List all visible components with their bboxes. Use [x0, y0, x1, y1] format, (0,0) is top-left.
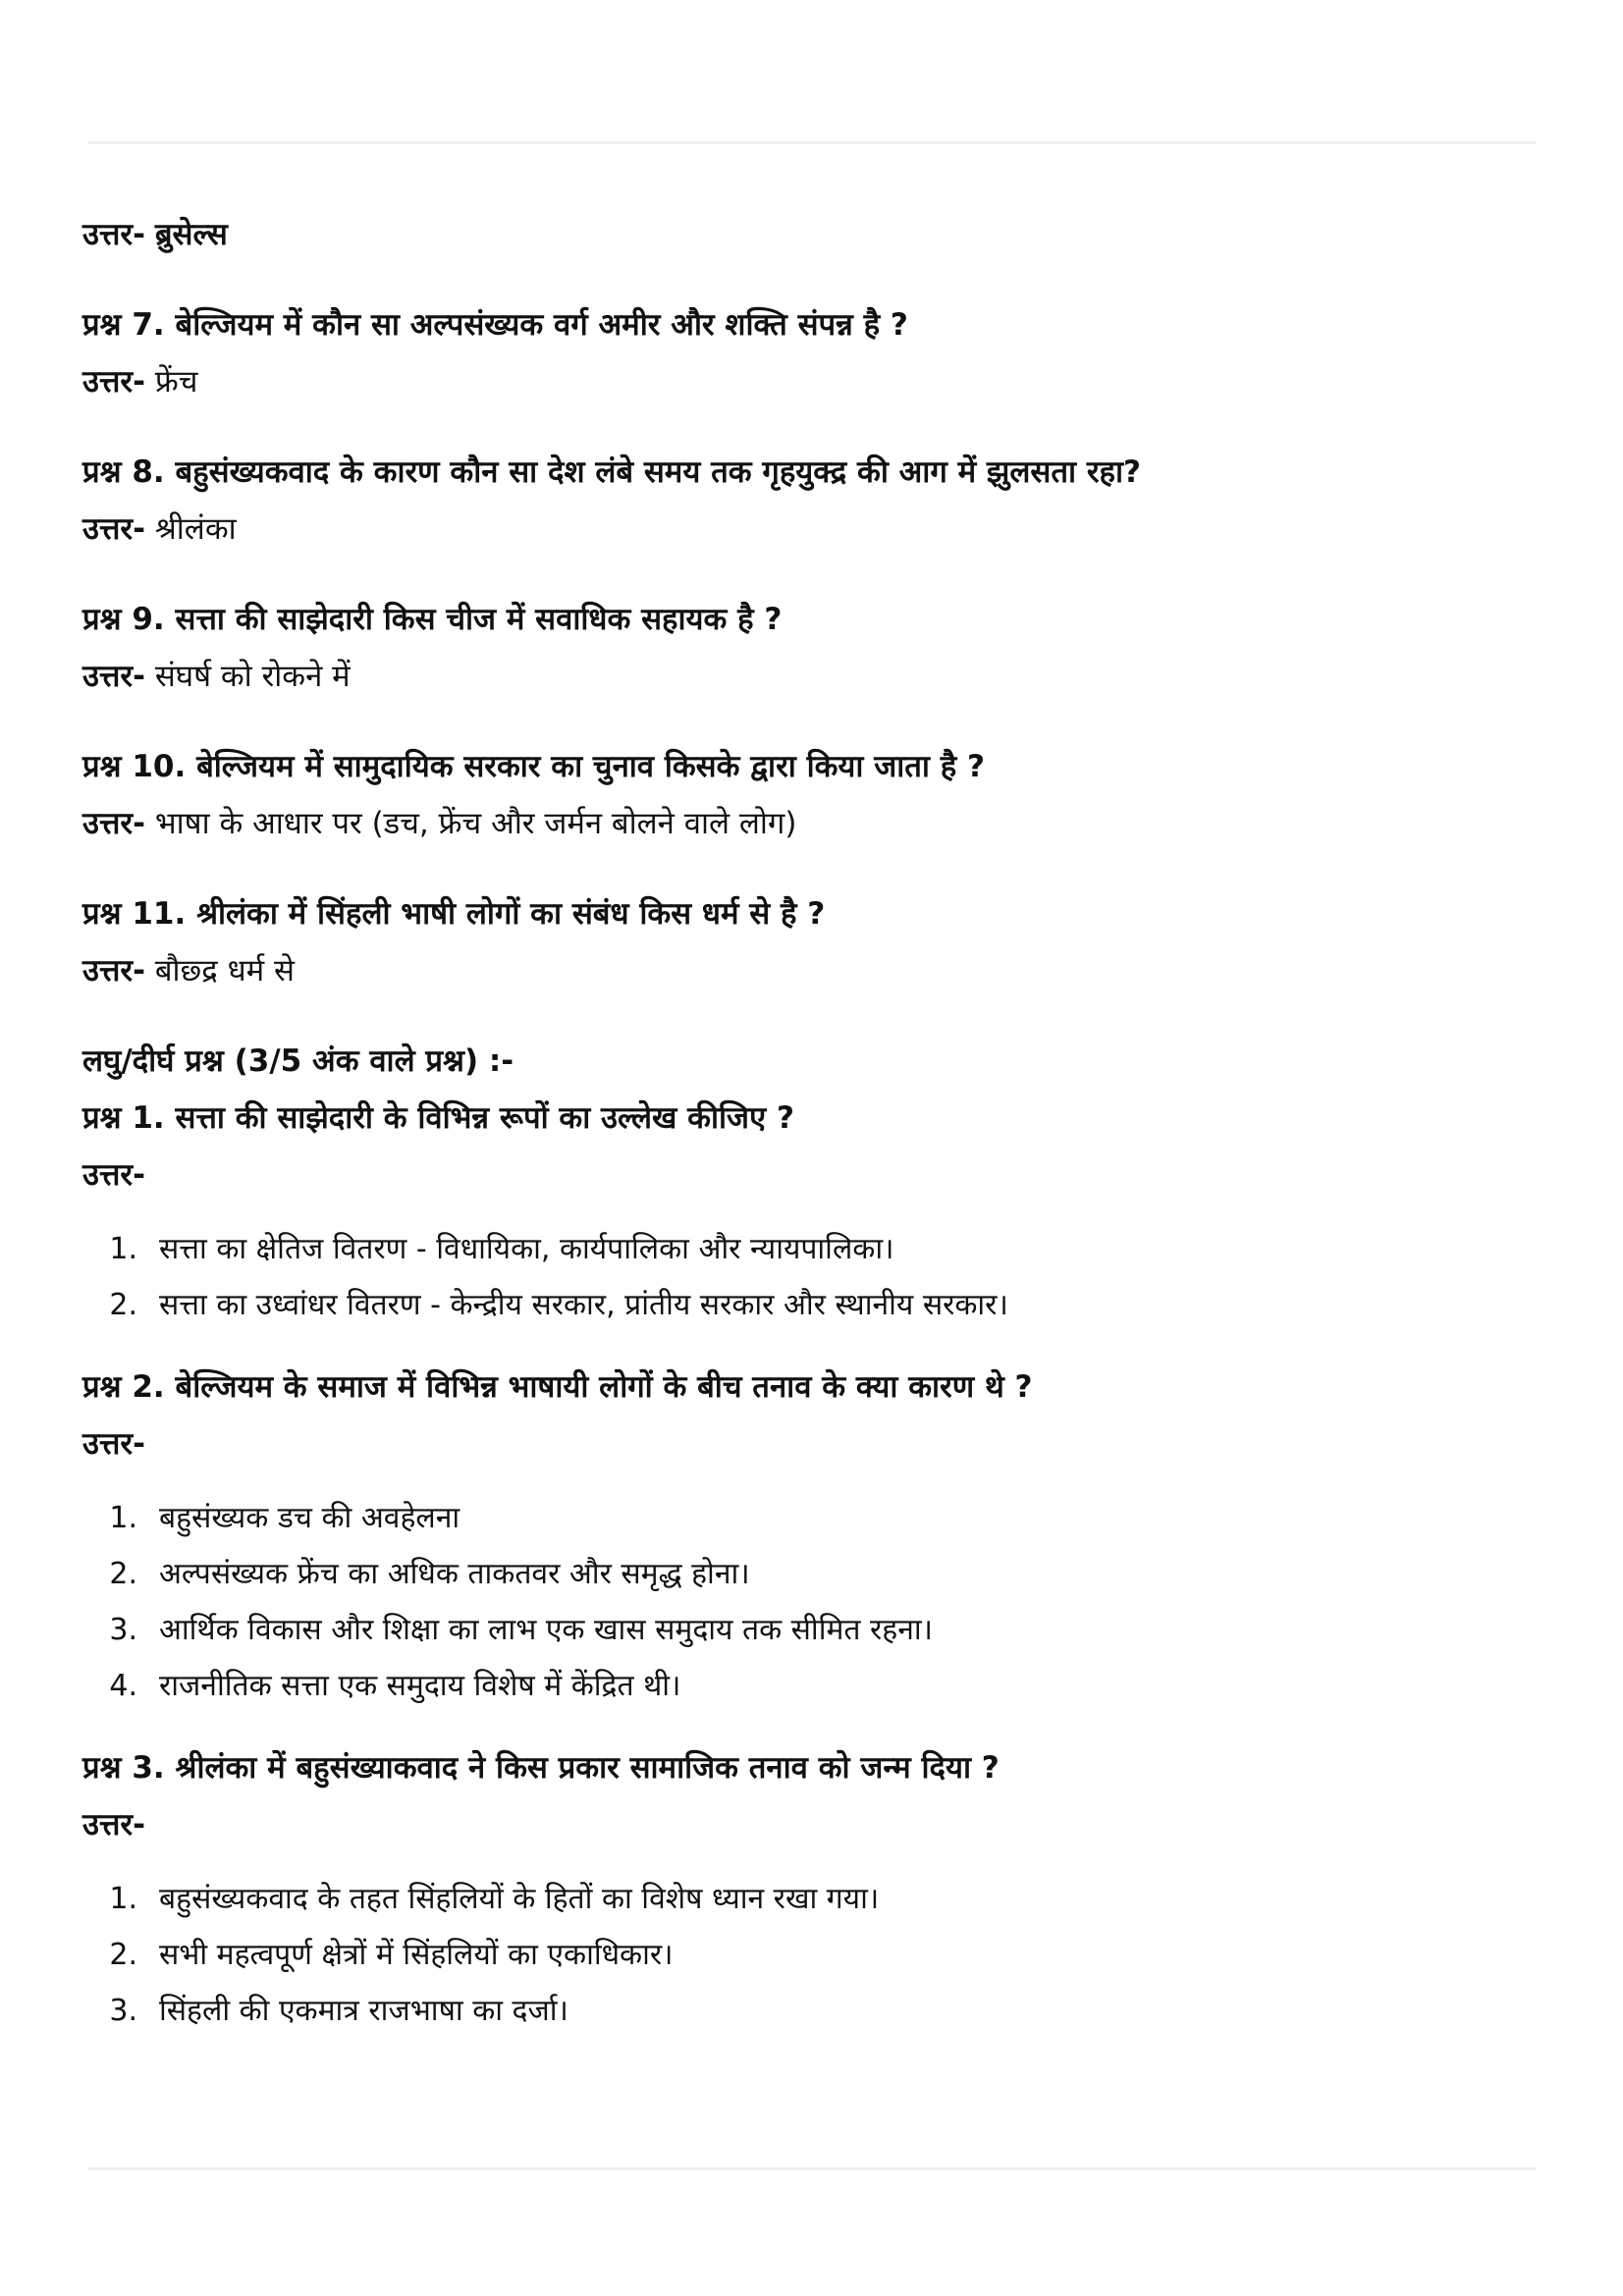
- question-line: [82, 296, 1536, 353]
- answer-line: [82, 353, 1536, 410]
- answer-text: बौछ्द्र धर्म से: [154, 953, 296, 988]
- question-line: [82, 591, 1536, 648]
- long-question-block-2: [82, 1359, 1536, 1714]
- question-label: प्रश्न 10.: [82, 749, 187, 784]
- list-item: 1. बहुसंख्यकवाद के तहत सिंहलियों के हितों का विशेष ध्यान रखा गया।: [82, 1871, 1536, 1927]
- answer-label: उत्तर-: [82, 1426, 145, 1462]
- previous-answer: [82, 206, 1536, 263]
- question-label: प्रश्न 8.: [82, 454, 165, 490]
- answer-text: भाषा के आधार पर (डच, फ्रेंच और जर्मन बोलने वाले लोग): [154, 806, 797, 841]
- question-label: प्रश्न 3.: [82, 1750, 165, 1786]
- document-body: [82, 206, 1536, 2064]
- question-block-11: [82, 885, 1536, 999]
- list-item-text: राजनीतिक सत्ता एक समुदाय विशेष में केंद्रित थी।: [159, 1669, 681, 1703]
- question-text: बेल्जियम में कौन सा अल्पसंख्यक वर्ग अमीर और शक्ति संपन्न है ?: [175, 307, 908, 343]
- question-block-10: [82, 738, 1536, 852]
- list-item: 4. राजनीतिक सत्ता एक समुदाय विशेष में केंद्रित थी।: [82, 1658, 1536, 1714]
- question-label: प्रश्न 2.: [82, 1369, 165, 1405]
- list-item: 1. सत्ता का क्षेतिज वितरण - विधायिका, कार्यपालिका और न्यायपालिका।: [82, 1221, 1536, 1277]
- long-question-block-1: [82, 1090, 1536, 1333]
- question-text: सत्ता की साझेदारी किस चीज में सवाधिक सहायक है ?: [175, 602, 783, 637]
- question-text: बहुसंख्यकवाद के कारण कौन सा देश लंबे समय तक गृहयुक्द्र की आग में झुलसता रहा?: [175, 454, 1141, 490]
- question-text: श्रीलंका में सिंहली भाषी लोगों का संबंध किस धर्म से है ?: [196, 896, 826, 932]
- question-line: [82, 738, 1536, 795]
- bottom-divider: [88, 2167, 1537, 2170]
- question-line: [82, 444, 1536, 501]
- answer-label: उत्तर-: [82, 1807, 145, 1842]
- list-item-text: सत्ता का क्षेतिज वितरण - विधायिका, कार्यपालिका और न्यायपालिका।: [159, 1232, 894, 1266]
- list-item: 2. सभी महत्वपूर्ण क्षेत्रों में सिंहलियों का एकाधिकार।: [82, 1927, 1536, 1983]
- long-question-block-3: [82, 1739, 1536, 2039]
- list-item: 3. सिंहली की एकमात्र राजभाषा का दर्जा।: [82, 1983, 1536, 2039]
- answer-points: [82, 1221, 1536, 1333]
- question-text: श्रीलंका में बहुसंख्याकवाद ने किस प्रकार सामाजिक तनाव को जन्म दिया ?: [175, 1750, 1000, 1786]
- answer-text: श्रीलंका: [154, 511, 237, 547]
- question-line: [82, 1739, 1536, 1796]
- question-label: प्रश्न 1.: [82, 1100, 165, 1136]
- answer-label: उत्तर-: [82, 511, 145, 547]
- list-item: 2. अल्पसंख्यक फ्रेंच का अधिक ताकतवर और समृद्ध होना।: [82, 1546, 1536, 1602]
- list-item: 1. बहुसंख्यक डच की अवहेलना: [82, 1490, 1536, 1546]
- question-block-9: [82, 591, 1536, 705]
- answer-label: उत्तर-: [82, 1157, 145, 1193]
- question-line: [82, 1090, 1536, 1147]
- question-text: बेल्जियम के समाज में विभिन्न भाषायी लोगों के बीच तनाव के क्या कारण थे ?: [175, 1369, 1033, 1405]
- question-text: बेल्जियम में सामुदायिक सरकार का चुनाव किसके द्वारा किया जाता है ?: [196, 749, 985, 784]
- answer-text: फ्रेंच: [154, 364, 198, 400]
- top-divider: [88, 141, 1537, 144]
- answer-points: [82, 1490, 1536, 1714]
- answer-text: ब्रुसेल्स: [154, 217, 228, 252]
- answer-label: उत्तर-: [82, 953, 145, 988]
- list-item-text: सभी महत्वपूर्ण क्षेत्रों में सिंहलियों का एकाधिकार।: [159, 1938, 674, 1972]
- answer-line: [82, 501, 1536, 558]
- list-item-text: सिंहली की एकमात्र राजभाषा का दर्जा।: [159, 1994, 568, 2028]
- answer-points: [82, 1871, 1536, 2039]
- question-block-8: [82, 444, 1536, 558]
- answer-label: उत्तर-: [82, 217, 145, 252]
- question-line: [82, 1359, 1536, 1415]
- question-block-7: [82, 296, 1536, 410]
- question-label: प्रश्न 11.: [82, 896, 187, 932]
- list-item-text: बहुसंख्यकवाद के तहत सिंहलियों के हितों का विशेष ध्यान रखा गया।: [159, 1882, 880, 1916]
- list-item-text: बहुसंख्यक डच की अवहेलना: [159, 1501, 460, 1535]
- list-item-text: अल्पसंख्यक फ्रेंच का अधिक ताकतवर और समृद्ध होना।: [159, 1557, 750, 1591]
- answer-text: संघर्ष को रोकने में: [154, 659, 351, 694]
- answer-label: उत्तर-: [82, 659, 145, 694]
- question-text: सत्ता की साझेदारी के विभिन्न रूपों का उल्लेख कीजिए ?: [175, 1100, 794, 1136]
- answer-label: उत्तर-: [82, 364, 145, 400]
- list-item: 3. आर्थिक विकास और शिक्षा का लाभ एक खास समुदाय तक सीमित रहना।: [82, 1602, 1536, 1658]
- answer-line: [82, 795, 1536, 852]
- question-label: प्रश्न 9.: [82, 602, 165, 637]
- list-item-text: सत्ता का उध्वांधर वितरण - केन्द्रीय सरकार, प्रांतीय सरकार और स्थानीय सरकार।: [159, 1288, 1008, 1322]
- question-label: प्रश्न 7.: [82, 307, 165, 343]
- answer-line: [82, 942, 1536, 999]
- answer-line: [82, 648, 1536, 705]
- answer-label: उत्तर-: [82, 806, 145, 841]
- list-item: 2. सत्ता का उध्वांधर वितरण - केन्द्रीय सरकार, प्रांतीय सरकार और स्थानीय सरकार।: [82, 1277, 1536, 1333]
- question-line: [82, 885, 1536, 942]
- list-item-text: आर्थिक विकास और शिक्षा का लाभ एक खास समुदाय तक सीमित रहना।: [159, 1613, 934, 1647]
- section-heading: लघु/दीर्घ प्रश्न (3/5 अंक वाले प्रश्न) :-: [82, 1043, 514, 1079]
